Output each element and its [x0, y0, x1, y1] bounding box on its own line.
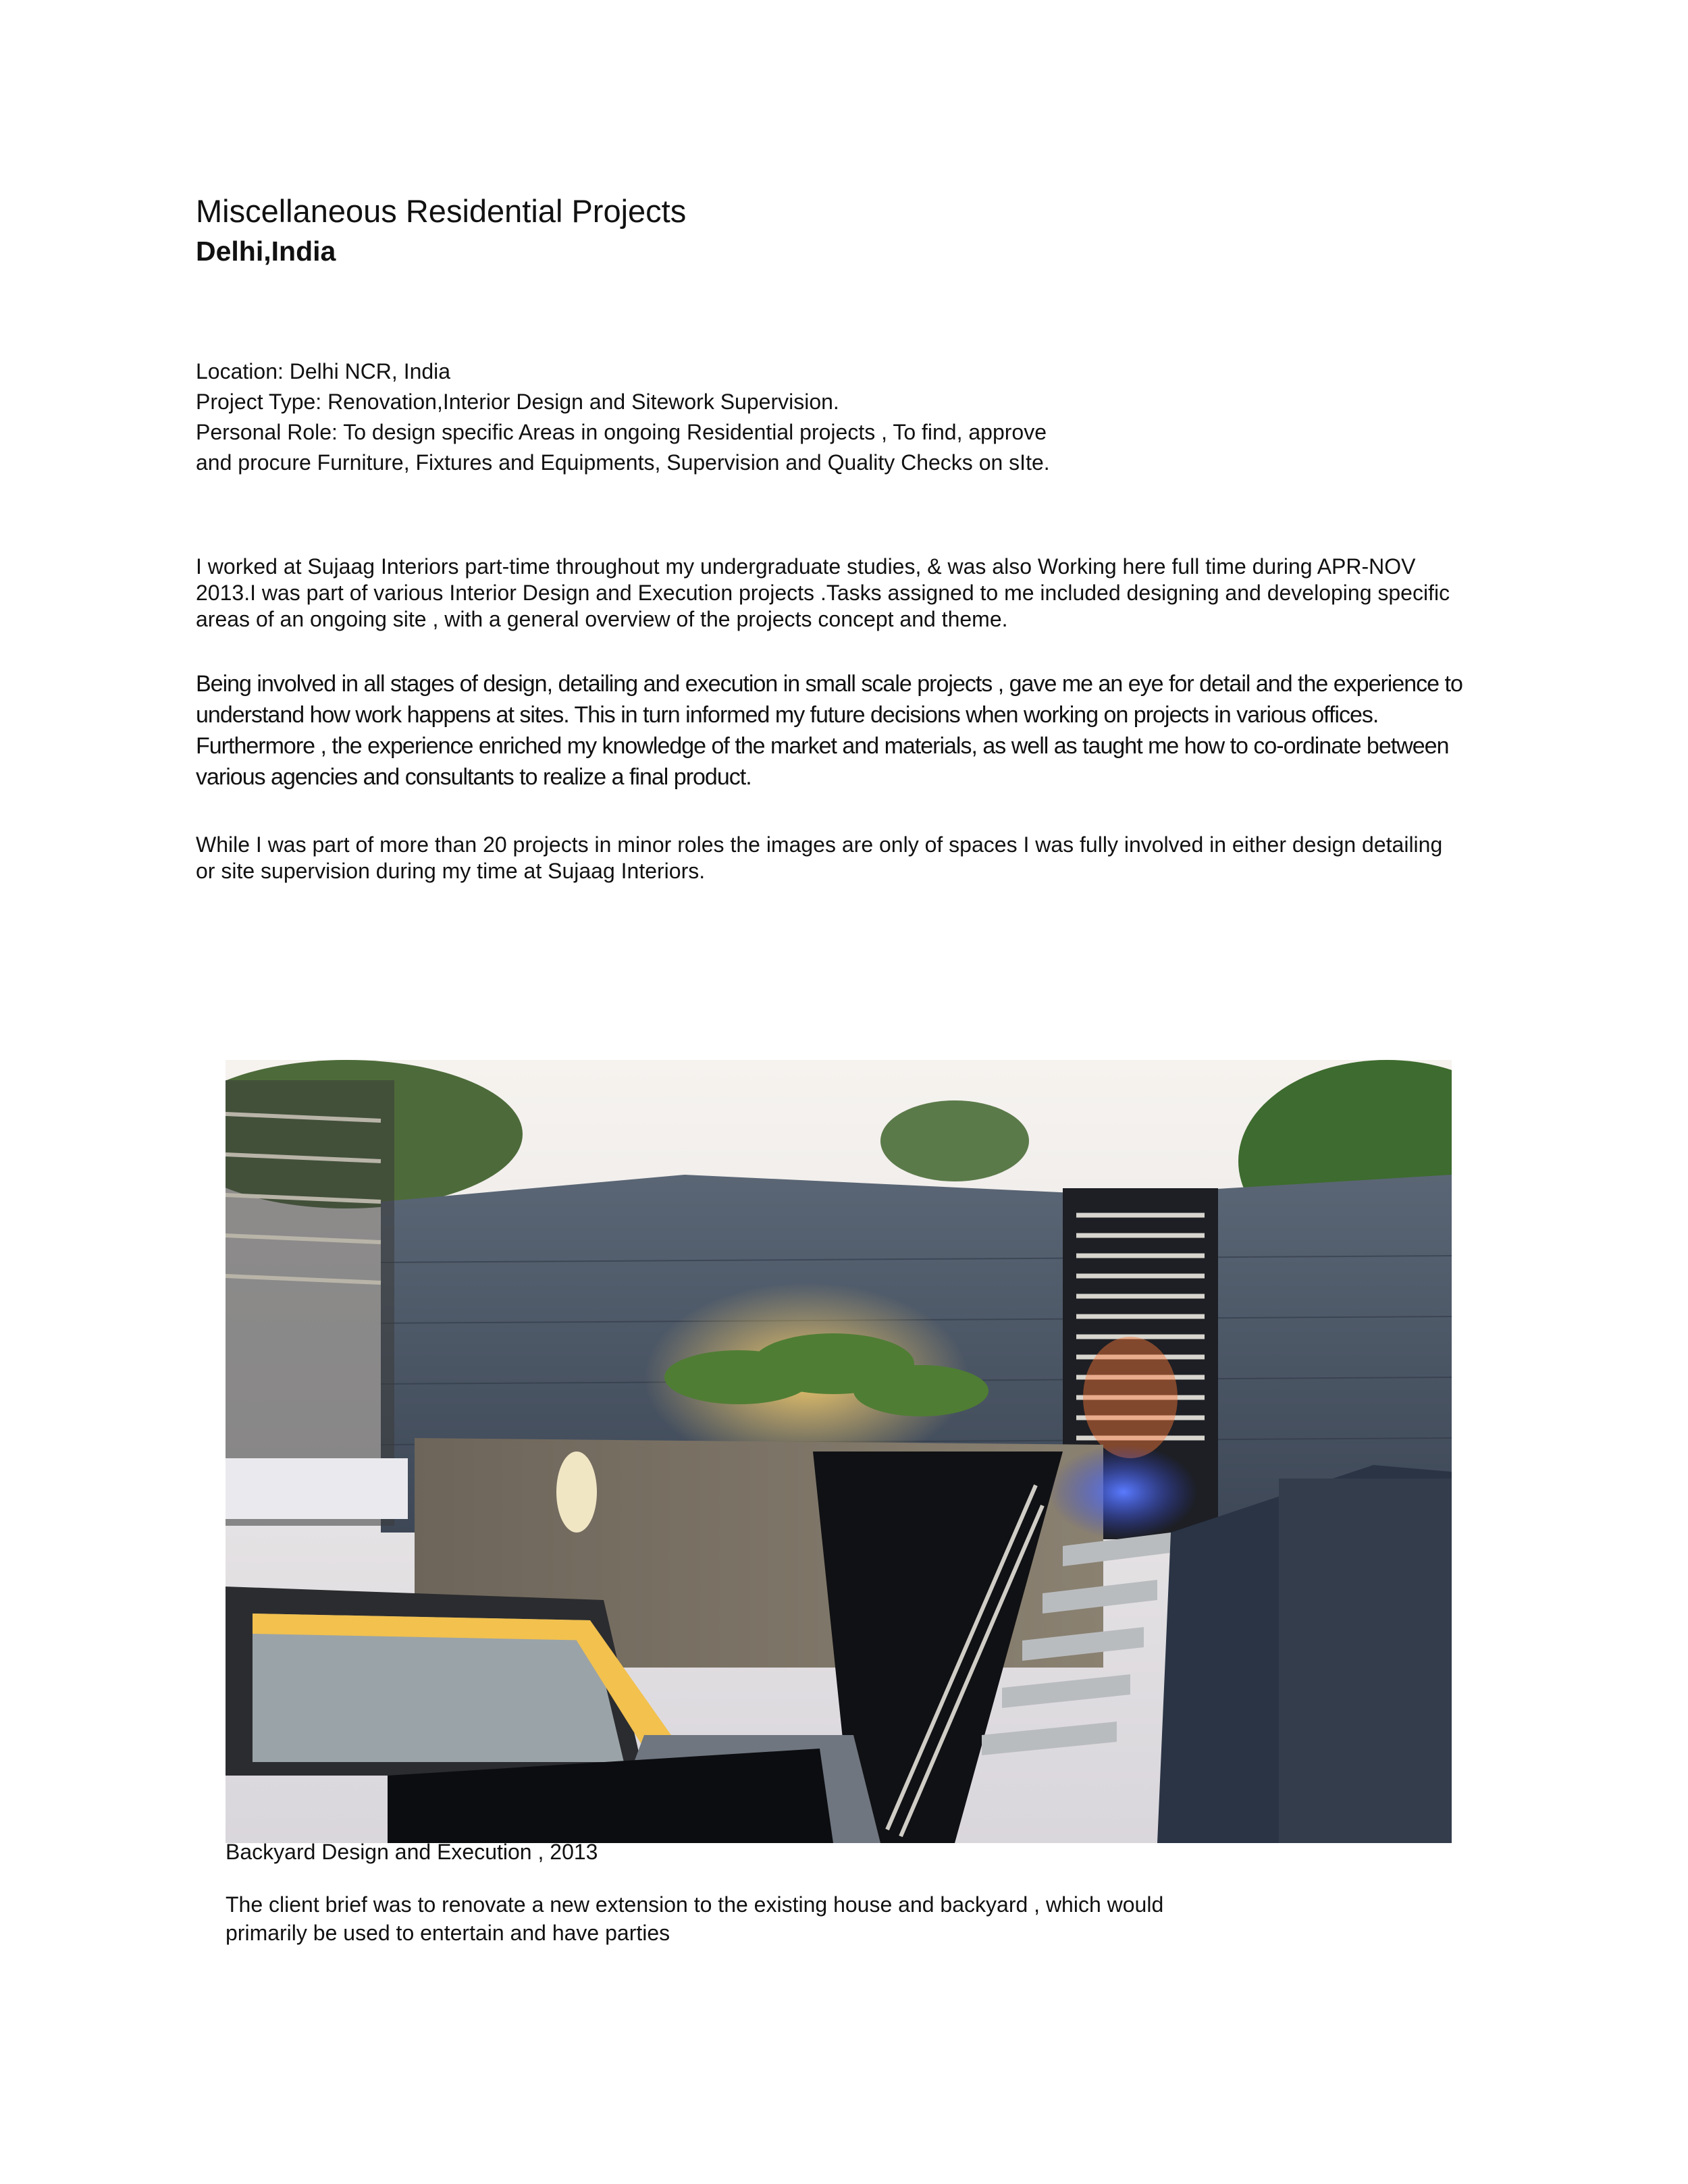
- figure-description: The client brief was to renovate a new extension to the existing house and backyard , which would primarily be used to entertain and have parties: [226, 1892, 1164, 1945]
- page-subtitle: Delhi,India: [196, 236, 336, 267]
- project-details: [196, 356, 1344, 478]
- personal-role-line-1: Personal Role: To design specific Areas in ongoing Residential projects , To find, approve: [196, 420, 1047, 444]
- experience-paragraph: Being involved in all stages of design, detailing and execution in small scale projects , gave me an eye for detail and the experience to understand how work happens at sites. This in turn informed my future decisions when working on projects in various offices. Furthermore , the experience enriched my knowledge of the market and materials, as well as taught me how to co-ordinate between various agencies and consultants to realize a final product.: [196, 671, 1462, 790]
- figure-caption: Backyard Design and Execution , 2013: [226, 1840, 598, 1864]
- page-title: Miscellaneous Residential Projects: [196, 193, 687, 229]
- intro-paragraph: I worked at Sujaag Interiors part-time throughout my undergraduate studies, & was also Working here full time during APR-NOV 2013.I was part of various Interior Design and Execution projects .Tasks assigned to me included designing and developing specific areas of an ongoing site , with a general overview of the projects concept and theme.: [196, 554, 1450, 631]
- project-type-line: Project Type: Renovation,Interior Design and Sitework Supervision.: [196, 390, 839, 414]
- location-line: Location: Delhi NCR, India: [196, 359, 451, 383]
- personal-role-line-2: and procure Furniture, Fixtures and Equipments, Supervision and Quality Checks on sIte.: [196, 450, 1050, 475]
- scope-paragraph: While I was part of more than 20 projects in minor roles the images are only of spaces I was fully involved in either design detailing or site supervision during my time at Sujaag Interiors.: [196, 832, 1443, 883]
- backyard-photo: [226, 1060, 1452, 1843]
